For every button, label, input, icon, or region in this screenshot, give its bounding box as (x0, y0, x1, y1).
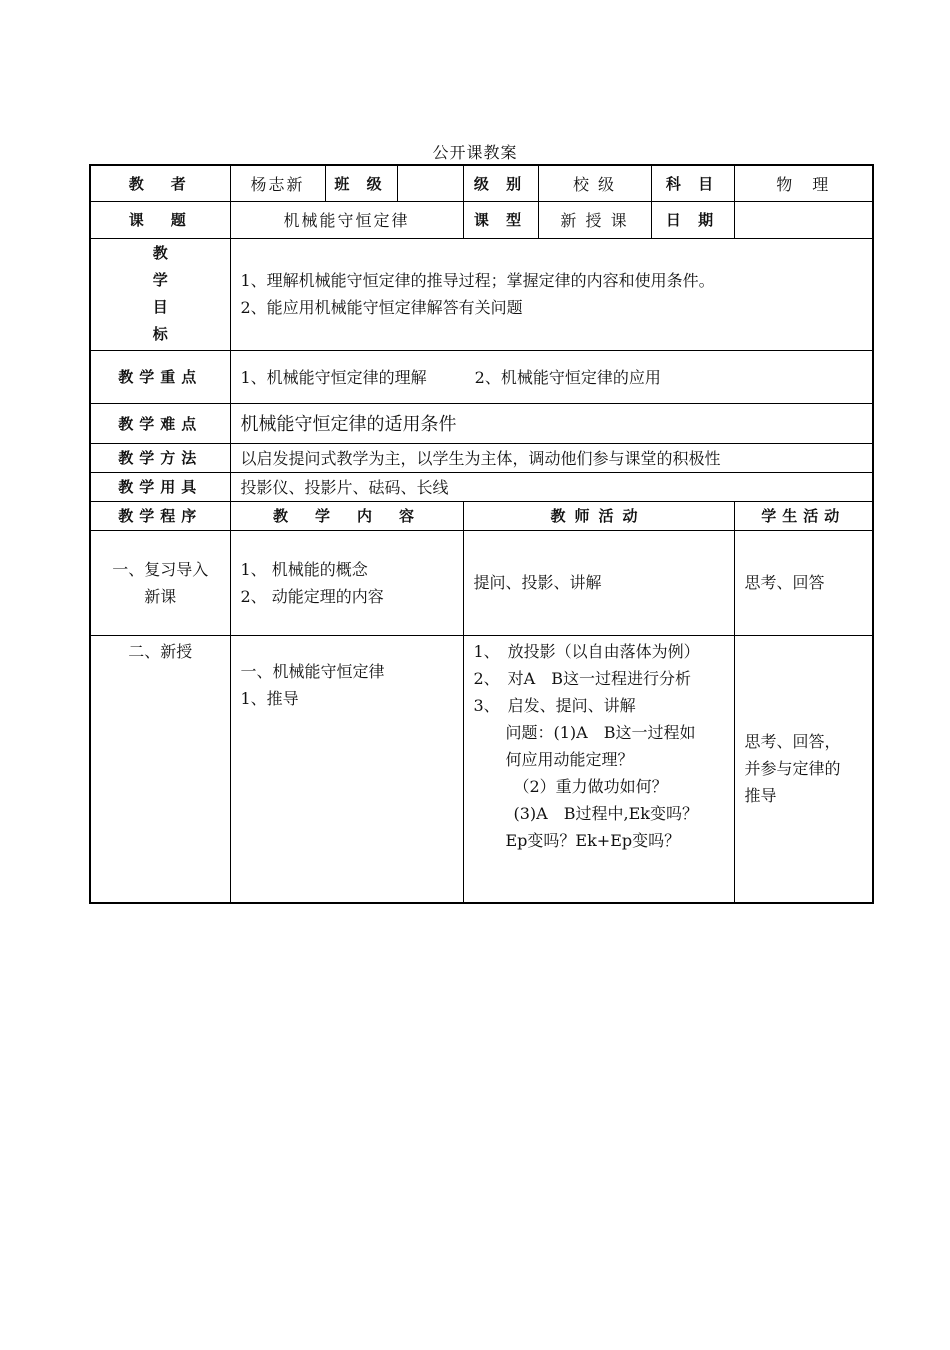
method-value: 以启发提问式教学为主，以学生为主体，调动他们参与课堂的积极性 (230, 443, 873, 472)
type-label: 课 型 (463, 201, 538, 238)
class-label: 班 级 (325, 165, 397, 201)
document-title: 公开课教案 (432, 143, 518, 162)
objectives-row (90, 238, 873, 350)
procedure-student: 思考、回答， 并参与定律的 推导 (734, 635, 873, 903)
procedure-row (90, 635, 873, 903)
procedure-step: 二、新授 (90, 635, 230, 903)
header-row-1 (90, 165, 873, 201)
level-label: 级 别 (463, 165, 538, 201)
procedure-teacher: 提问、投影、讲解 (463, 530, 734, 635)
procedure-student: 思考、回答 (734, 530, 873, 635)
method-row (90, 443, 873, 472)
tools-label: 教学用具 (90, 472, 230, 501)
procedure-row (90, 530, 873, 635)
key-points-value: 1、机械能守恒定律的理解 2、机械能守恒定律的应用 (230, 350, 873, 403)
header-row-2 (90, 201, 873, 238)
lesson-plan-table (89, 164, 874, 904)
procedure-col-teacher: 教师活动 (463, 501, 734, 530)
tools-value: 投影仪、投影片、砝码、长线 (230, 472, 873, 501)
date-label: 日 期 (651, 201, 734, 238)
method-label: 教学方法 (90, 443, 230, 472)
objective-item: 2、能应用机械能守恒定律解答有关问题 (240, 298, 523, 317)
date-value (734, 201, 873, 238)
subject-label: 科 目 (651, 165, 734, 201)
subject-value: 物 理 (734, 165, 873, 201)
objectives-content (230, 238, 873, 350)
key-points-label: 教学重点 (90, 350, 230, 403)
teacher-value: 杨志新 (230, 165, 325, 201)
procedure-step: 一、复习导入 新课 (90, 530, 230, 635)
procedure-col-student: 学生活动 (734, 501, 873, 530)
difficulty-row (90, 403, 873, 443)
procedure-content: 1、 机械能的概念 2、 动能定理的内容 (230, 530, 463, 635)
procedure-content: 一、机械能守恒定律 1、推导 (230, 635, 463, 903)
key-points-row (90, 350, 873, 403)
procedure-col-content: 教 学 内 容 (230, 501, 463, 530)
teacher-label: 教 者 (90, 165, 230, 201)
difficulty-label: 教学难点 (90, 403, 230, 443)
level-value: 校 级 (538, 165, 651, 201)
objectives-label: 教 学 目 标 (90, 238, 230, 350)
topic-label: 课 题 (90, 201, 230, 238)
topic-value: 机械能守恒定律 (230, 201, 463, 238)
class-value (397, 165, 463, 201)
procedure-col-step: 教学程序 (90, 501, 230, 530)
type-value: 新 授 课 (538, 201, 651, 238)
procedure-teacher: 1、 放投影（以自由落体为例） 2、 对A B这一过程进行分析 3、 启发、提问、讲解 问题：(1)A B这一过程如 何应用动能定理？ （2）重力做功如何？ (3)A B过程中,Ek变吗？ Ep变吗？Ek+Ep变吗？ (463, 635, 734, 903)
difficulty-value: 机械能守恒定律的适用条件 (230, 403, 873, 443)
objective-item: 1、理解机械能守恒定律的推导过程；掌握定律的内容和使用条件。 (240, 271, 715, 290)
procedure-header-row (90, 501, 873, 530)
tools-row (90, 472, 873, 501)
